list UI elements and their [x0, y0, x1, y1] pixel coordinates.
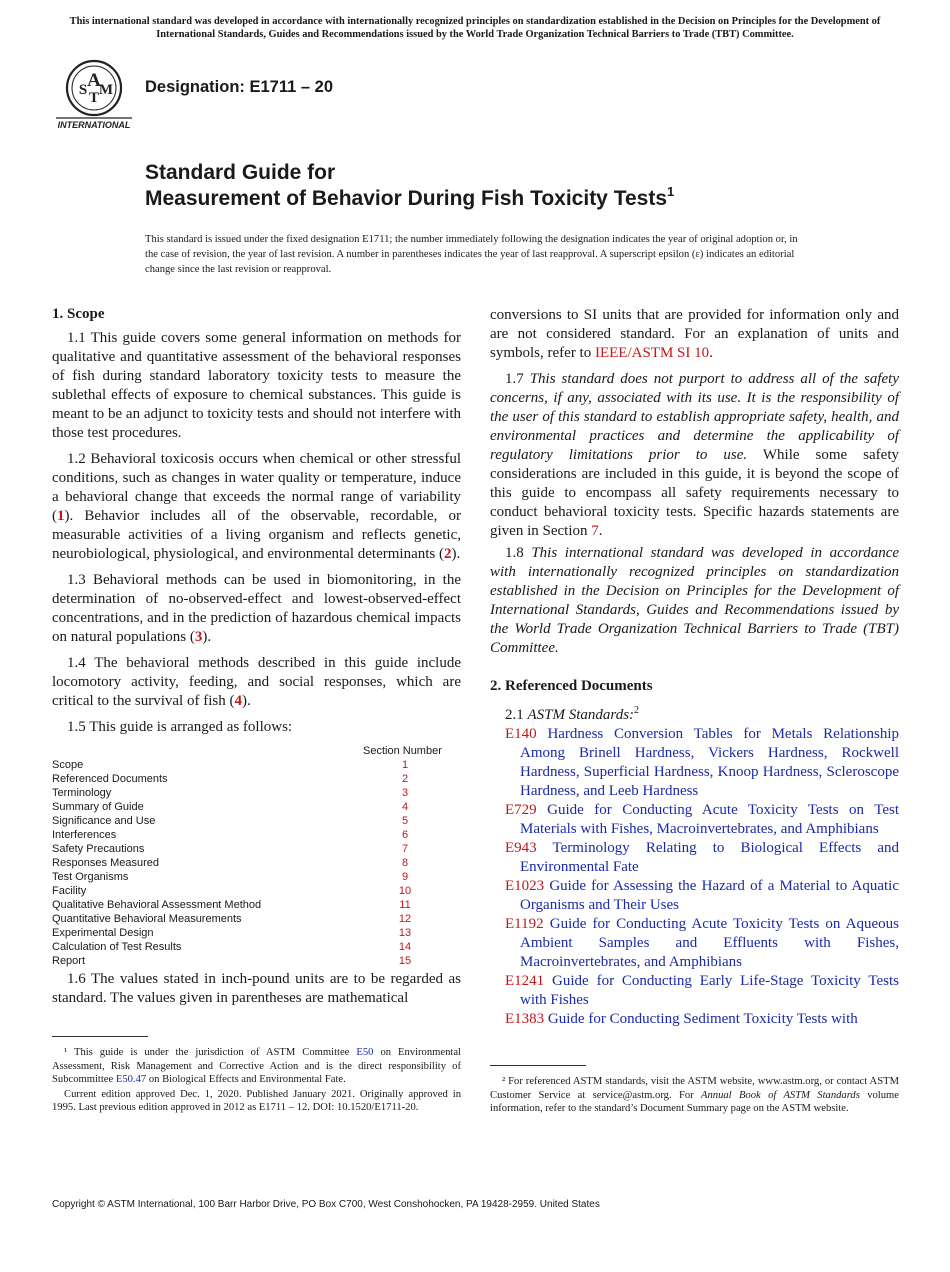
- para-1-3: [52, 571, 461, 647]
- toc-section-link[interactable]: 3: [401, 787, 409, 799]
- footnote-2-ref[interactable]: 2: [634, 705, 640, 716]
- toc-section-link[interactable]: 1: [401, 759, 409, 771]
- toc-section-link[interactable]: 4: [401, 801, 409, 813]
- right-column: [490, 306, 899, 1029]
- footnote-divider: [52, 1036, 148, 1037]
- designation: Designation: E1711 – 20: [145, 78, 334, 96]
- para-1-7-italic: This standard does not purport to address all of the safety concerns, if any, associated with its use. It is the responsibility of the user of this standard to establish appropriate safety, health, and environmental practices and determine the applicability of regulatory limitations prior to use.: [490, 371, 900, 463]
- toc-row: [52, 758, 461, 772]
- footnote-1: [52, 1046, 461, 1115]
- toc-row: [52, 870, 461, 884]
- standard-title-link[interactable]: Terminology Relating to Biological Effects and Environmental Fate: [520, 840, 899, 875]
- para-1-6: 1.6 The values stated in inch-pound units are to be regarded as standard. The values given in parentheses are mathematical: [52, 971, 461, 1006]
- toc-row: [52, 772, 461, 786]
- toc-section-link[interactable]: 10: [398, 885, 412, 897]
- toc-section-link[interactable]: 12: [398, 913, 412, 925]
- toc-section-link[interactable]: 11: [399, 899, 411, 911]
- referenced-document-item: [490, 839, 899, 877]
- para-1-2-text-a: 1.2 Behavioral toxicosis occurs when chemical or other stressful conditions, such as changes in water quality or temperature, induce a behavioral change that exceeds the normal range of variability (: [52, 451, 461, 524]
- section-7-link[interactable]: 7: [591, 523, 599, 539]
- toc-title: Responses Measured: [52, 857, 160, 869]
- astm-logo-icon: [53, 58, 135, 132]
- toc-title: Safety Precautions: [52, 843, 145, 855]
- toc-section-link[interactable]: 8: [401, 857, 409, 869]
- para-1-4-text-b: ).: [241, 693, 251, 709]
- toc-title: Terminology: [52, 787, 112, 799]
- referenced-document-item: [490, 972, 899, 1010]
- toc-section-link[interactable]: 15: [398, 955, 412, 967]
- para-1-6-cont-text-a: conversions to SI units that are provided for information only and are not considered standard. For an explanation of units and symbols, refer to: [490, 307, 899, 361]
- standard-title-link[interactable]: Guide for Assessing the Hazard of a Material to Aquatic Organisms and Their Uses: [520, 878, 900, 913]
- title-line-2: [145, 186, 674, 212]
- svg-text:M: M: [98, 82, 114, 98]
- toc-section-link[interactable]: 9: [401, 871, 409, 883]
- toc-section-link[interactable]: 5: [401, 815, 409, 827]
- referenced-document-item: [490, 915, 899, 972]
- title-line-1: Standard Guide for: [145, 161, 336, 184]
- toc-section-link[interactable]: 2: [401, 773, 409, 785]
- section-table: [52, 744, 461, 968]
- fn1-text-b: on Environmental Assessment, Risk Management and Corrective Action and is the direct responsibility of Subcommittee: [52, 1047, 461, 1086]
- title-footnote-ref[interactable]: 1: [667, 184, 675, 199]
- committee-e50-link[interactable]: E50: [356, 1047, 374, 1058]
- standard-code-link[interactable]: E943: [505, 840, 537, 856]
- page-title: [145, 160, 674, 212]
- svg-text:A: A: [87, 70, 101, 91]
- toc-title: Test Organisms: [52, 871, 129, 883]
- standard-code-link[interactable]: E1241: [505, 973, 545, 989]
- reference-link[interactable]: 2: [443, 546, 452, 562]
- standard-title-link[interactable]: Guide for Conducting Sediment Toxicity Tests with: [547, 1011, 858, 1027]
- para-1-7-num: 1.7: [505, 371, 530, 387]
- para-1-3-text-b: ).: [202, 629, 212, 645]
- referenced-document-item: [490, 801, 899, 839]
- toc-title: Interferences: [52, 829, 117, 841]
- toc-section-link[interactable]: 13: [398, 927, 412, 939]
- standard-title-link[interactable]: Guide for Conducting Early Life-Stage Toxicity Tests with Fishes: [520, 973, 900, 1008]
- toc-row: [52, 814, 461, 828]
- standard-title-link[interactable]: Hardness Conversion Tables for Metals Relationship Among Brinell Hardness, Vickers Hardness, Rockwell Hardness, Superficial Hardness, Knoop Hardness, Scleroscope Hardness, and Leeb Hardness: [520, 726, 900, 799]
- para-1-6-continued: [490, 306, 899, 363]
- wto-notice: This international standard was developed in accordance with internationally recognized principles on standardization established in the Decision on Principles for the Development of International Standards, Guides and Recommendations issued by the World Trade Organization Technical Barriers to Trade (TBT) Committee.: [69, 16, 881, 40]
- toc-row: [52, 926, 461, 940]
- footnote-2-text: [490, 1075, 899, 1116]
- toc-title: Referenced Documents: [52, 773, 168, 785]
- referenced-documents-heading: 2. Referenced Documents: [490, 678, 653, 694]
- toc-title: Qualitative Behavioral Assessment Method: [52, 899, 262, 911]
- toc-title: Experimental Design: [52, 927, 154, 939]
- para-1-8-italic: This international standard was developed in accordance with internationally recognized principles on standardization established in the Decision on Principles for the Development of International Standards, Guides and Recommendations issued by the World Trade Organization Technical Barriers to Trade (TBT) Committee.: [490, 545, 900, 656]
- toc-row: [52, 828, 461, 842]
- toc-row: [52, 954, 461, 968]
- fn2-text-b: volume information, refer to the standard’s Document Summary page on the ASTM website.: [490, 1089, 899, 1115]
- subheading-num: 2.1: [505, 707, 528, 723]
- toc-section-link[interactable]: 7: [401, 843, 409, 855]
- para-1-2: [52, 450, 461, 564]
- para-1-4-text-a: 1.4 The behavioral methods described in this guide include locomotory activity, feeding, and social responses, which are critical to the survival of fish (: [52, 655, 461, 709]
- subheading-italic: ASTM Standards:: [527, 707, 635, 723]
- standard-code-link[interactable]: E140: [505, 726, 537, 742]
- standard-title-link[interactable]: Guide for Conducting Acute Toxicity Tests on Test Materials with Fishes, Macroinvertebrates, and Amphibians: [520, 802, 899, 837]
- toc-row: [52, 898, 461, 912]
- para-1-7: [490, 370, 899, 541]
- standard-code-link[interactable]: E1023: [505, 878, 545, 894]
- copyright-footer: Copyright © ASTM International, 100 Barr Harbor Drive, PO Box C700, West Conshohocken, PA 19428-2959. United States: [52, 1199, 600, 1210]
- fn1-text-c: on Biological Effects and Environmental Fate.: [146, 1074, 346, 1086]
- para-1-4: [52, 654, 461, 711]
- standard-code-link[interactable]: E1192: [505, 916, 544, 932]
- toc-row: [52, 800, 461, 814]
- toc-title: Facility: [52, 885, 87, 897]
- footnote-divider: [490, 1065, 586, 1066]
- para-1-2-text-c: ).: [451, 546, 461, 562]
- toc-title: Significance and Use: [52, 815, 156, 827]
- para-1-7-text-a: While some safety considerations are included in this guide, it is beyond the scope of this guide to encompass all safety requirements necessary to conduct behavioral toxicity tests. Specific hazards statements are given in Section: [490, 447, 900, 539]
- referenced-document-item: [490, 725, 899, 801]
- toc-title: Scope: [52, 759, 84, 771]
- footnote-1-jurisdiction: [52, 1046, 461, 1087]
- toc-section-link[interactable]: 14: [398, 941, 412, 953]
- footnote-1-edition: Current edition approved Dec. 1, 2020. Published January 2021. Originally approved in 1995. Last previous edition approved in 2012 as E1711 – 12. DOI: 10.1520/E1711-20.: [52, 1088, 461, 1114]
- astm-standards-subheading: [490, 701, 899, 725]
- para-1-7-text-b: .: [598, 523, 603, 539]
- toc-row: [52, 842, 461, 856]
- toc-row: [52, 856, 461, 870]
- title-line-2-text: Measurement of Behavior During Fish Toxicity Tests: [145, 187, 667, 210]
- toc-row: [52, 912, 461, 926]
- svg-text:S: S: [78, 82, 88, 98]
- toc-title: Calculation of Test Results: [52, 941, 182, 953]
- toc-header: Section Number: [363, 745, 442, 757]
- fn2-text-a: ² For referenced ASTM standards, visit the ASTM website, www.astm.org, or contact ASTM Customer Service at service@astm.org. For: [490, 1076, 899, 1101]
- toc-row: [52, 940, 461, 954]
- referenced-document-item: [490, 877, 899, 915]
- referenced-document-item: [490, 1010, 899, 1029]
- para-1-8-num: 1.8: [505, 545, 532, 561]
- left-column: [52, 305, 461, 1008]
- toc-row: [52, 786, 461, 800]
- para-1-5: 1.5 This guide is arranged as follows:: [67, 719, 293, 735]
- para-1-6-cont-text-b: .: [709, 345, 713, 361]
- footnote-2: [490, 1075, 899, 1116]
- para-1-8: [490, 544, 899, 658]
- reference-link[interactable]: 1: [57, 508, 65, 524]
- si10-link[interactable]: IEEE/ASTM SI 10: [594, 345, 710, 361]
- para-1-1: 1.1 This guide covers some general information on methods for qualitative and quantitative assessment of the behavioral responses of fish during standard laboratory toxicity tests to measure the sublethal effects of exposure to chemical substances. This guide is meant to be an adjunct to toxicity tests and should not interfere with those test procedures.: [52, 330, 461, 441]
- svg-text:T: T: [88, 90, 100, 106]
- referenced-documents-list: [490, 725, 899, 1029]
- astm-logo: [53, 58, 135, 132]
- fn1-text-a: ¹ This guide is under the jurisdiction of ASTM Committee: [64, 1047, 357, 1058]
- standard-title-link[interactable]: Guide for Conducting Acute Toxicity Tests on Aqueous Ambient Samples and Effluents with Fishes, Macroinvertebrates, and Amphibians: [520, 916, 900, 970]
- para-1-2-text-b: ). Behavior includes all of the observable, recordable, or measurable activities of a living organism and reflects genetic, neurobiological, physiological, and environmental determinants (: [52, 508, 461, 562]
- fn2-italic: Annual Book of ASTM Standards: [701, 1089, 860, 1101]
- subcommittee-link[interactable]: E50.47: [115, 1074, 147, 1086]
- toc-row: [52, 884, 461, 898]
- toc-title: Quantitative Behavioral Measurements: [52, 913, 242, 925]
- standard-code-link[interactable]: E729: [505, 802, 537, 818]
- toc-title: Summary of Guide: [52, 801, 144, 813]
- scope-heading: 1. Scope: [52, 306, 105, 322]
- issuance-statement: This standard is issued under the fixed designation E1711; the number immediately following the designation indicates the year of original adoption or, in the case of revision, the year of last revision. A number in parentheses indicates the year of last reapproval. A superscript epsilon (ε) indicates an editorial change since the last revision or reapproval.: [145, 234, 798, 275]
- para-1-3-text-a: 1.3 Behavioral methods can be used in biomonitoring, in the determination of no-observed-effect and lowest-observed-effect concentrations, and in the prediction of hazardous chemical impacts on natural populations (: [52, 572, 461, 645]
- reference-link[interactable]: 3: [194, 629, 203, 645]
- toc-title: Report: [52, 955, 86, 967]
- logo-text: INTERNATIONAL: [57, 120, 131, 130]
- toc-section-link[interactable]: 6: [401, 829, 409, 841]
- toc-rows: [52, 758, 461, 968]
- reference-link[interactable]: 4: [234, 693, 242, 709]
- standard-code-link[interactable]: E1383: [505, 1011, 545, 1027]
